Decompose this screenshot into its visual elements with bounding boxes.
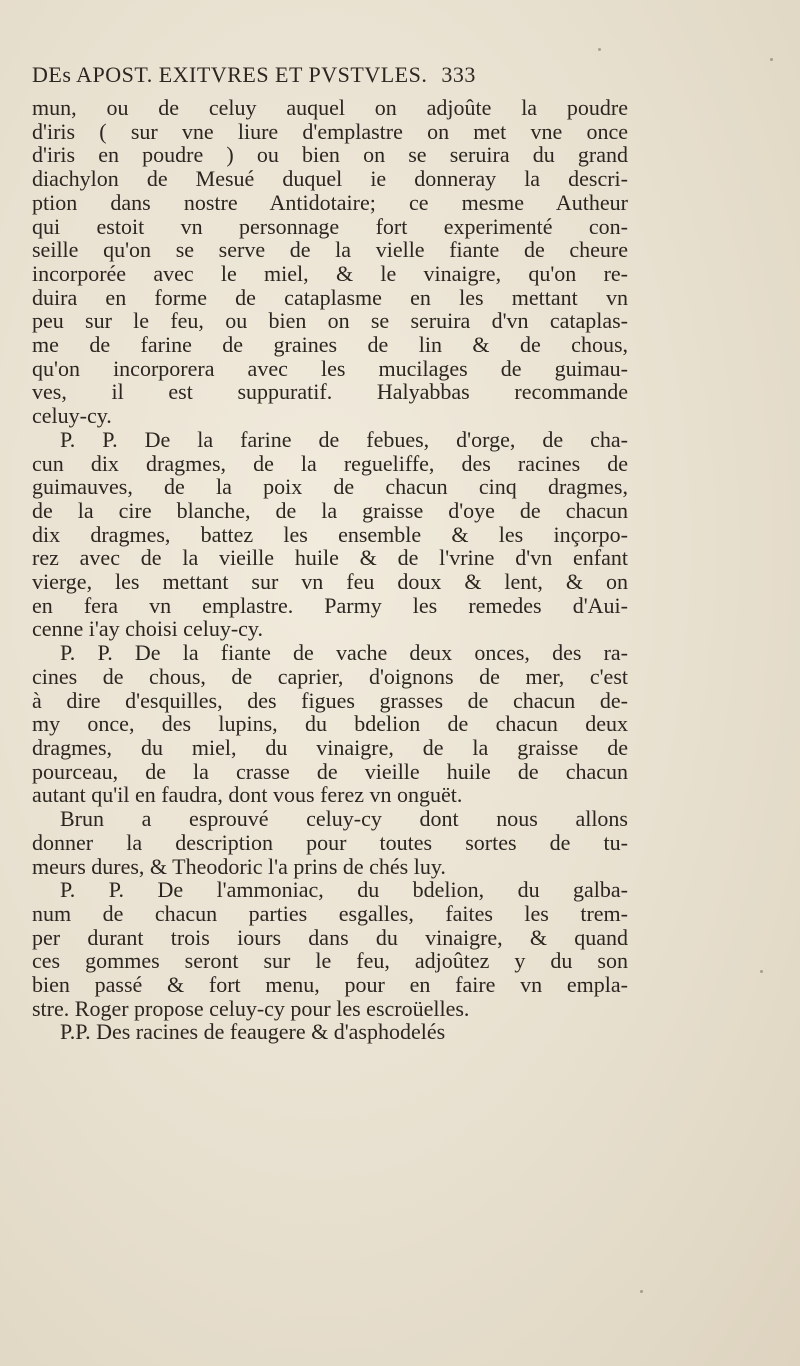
text-line: cun dix dragmes, de la regueliffe, des racines de [32,450,628,476]
text-line: cines de chous, de caprier, d'oignons de mer, c'est [32,663,628,689]
text-line: P. P. De l'ammoniac, du bdelion, du galba- [60,877,628,903]
text-line: num de chacun parties esgalles, faites les trem- [32,900,628,926]
text-line: me de farine de graines de lin & de chous, [32,332,628,358]
text-line: donner la description pour toutes sortes de tu- [32,829,628,855]
text-line: diachylon de Mesué duquel ie donneray la descri- [32,166,628,192]
running-head-title: DEs APOST. EXITVRES ET PVSTVLES. [32,62,428,87]
text-line: en fera vn emplastre. Parmy les remedes d'Aui- [32,592,628,618]
text-line: my once, des lupins, du bdelion de chacun deux [32,711,628,737]
text-line: qu'on incorporera avec les mucilages de guimau- [32,355,628,381]
text-line: qui estoit vn personnage fort experimenté con- [32,213,628,239]
text-line: dragmes, du miel, du vinaigre, de la graisse de [32,734,628,760]
text-line: autant qu'il en faudra, dont vous ferez vn onguët. [32,782,463,808]
text-line: cenne i'ay choisi celuy-cy. [32,616,263,642]
text-line: Brun a esprouvé celuy-cy dont nous allons [60,806,628,832]
text-line: guimauves, de la poix de chacun cinq dragmes, [32,474,628,500]
body-text [32,96,628,1044]
text-line: seille qu'on se serve de la vielle fiante de cheure [32,237,628,263]
text-line: de la cire blanche, de la graisse d'oye de chacun [32,497,628,523]
text-line: P. P. De la farine de febues, d'orge, de cha- [60,426,628,452]
text-line: mun, ou de celuy auquel on adjoûte la poudre [32,95,628,120]
text-line: per durant trois iours dans du vinaigre, & quand [32,924,628,950]
ink-speck [598,48,601,51]
text-line: dix dragmes, battez les ensemble & les inçorpo- [32,521,628,547]
text-line: à dire d'esquilles, des figues grasses de chacun de- [32,687,628,713]
text-line: incorporée avec le miel, & le vinaigre, qu'on re- [32,260,628,286]
text-line: ces gommes seront sur le feu, adjoûtez y du son [32,948,628,974]
page-number: 333 [441,62,476,87]
text-line: stre. Roger propose celuy-cy pour les escroüelles. [32,995,470,1021]
text-line: meurs dures, & Theodoric l'a prins de chés luy. [32,853,446,879]
text-line: duira en forme de cataplasme en les mettant vn [32,284,628,310]
text-line: P. P. De la fiante de vache deux onces, des ra- [60,640,628,666]
text-line: ption dans nostre Antidotaire; ce mesme Autheur [32,189,628,215]
ink-speck [640,1290,643,1293]
text-line: bien passé & fort menu, pour en faire vn empla- [32,972,628,998]
text-line: d'iris ( sur vne liure d'emplastre on met vne once [32,118,628,144]
text-line: P.P. Des racines de feaugere & d'asphodelés [60,1019,446,1045]
text-line: pourceau, de la crasse de vieille huile de chacun [32,758,628,784]
text-line: celuy-cy. [32,403,112,429]
text-line: peu sur le feu, ou bien on se seruira d'vn cataplas- [32,308,628,334]
running-head [32,62,632,88]
ink-speck [770,58,773,61]
text-line: ves, il est suppuratif. Halyabbas recommande [32,379,628,405]
text-line: d'iris en poudre ) ou bien on se seruira du grand [32,142,628,168]
text-line: vierge, les mettant sur vn feu doux & lent, & on [32,569,628,595]
ink-speck [760,970,763,973]
text-line: rez avec de la vieille huile & de l'vrine d'vn enfant [32,545,628,571]
